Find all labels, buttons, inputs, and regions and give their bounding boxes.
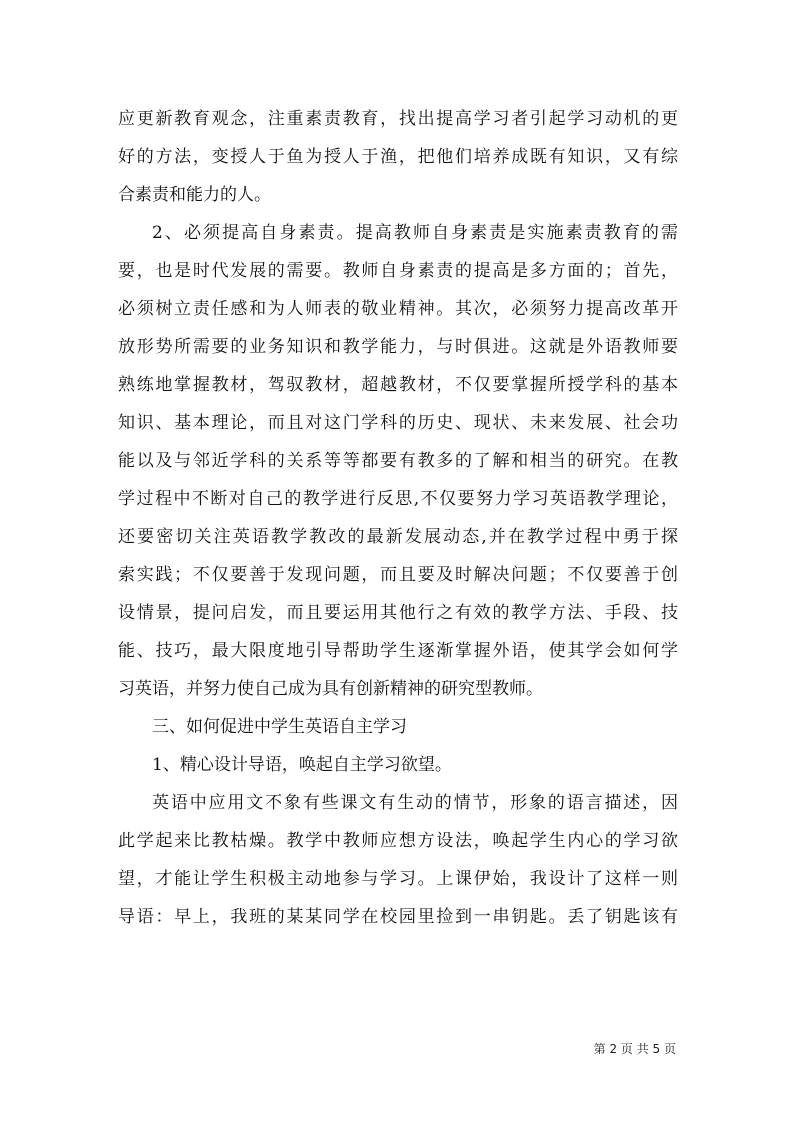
text-line: 能、技巧，最大限度地引导帮助学生逐渐掌握外语，使其学会如何学: [118, 641, 678, 661]
text-line: 合素责和能力的人。: [118, 185, 271, 205]
text-line: 导语：早上，我班的某某同学在校园里捡到一串钥匙。丢了钥匙该有: [118, 907, 678, 927]
text-line: 应更新教育观念，注重素责教育，找出提高学习者引起学习动机的更: [118, 109, 678, 129]
text-line: 要，也是时代发展的需要。教师自身素责的提高是多方面的；首先，: [118, 261, 678, 281]
text-line: 1、精心设计导语，唤起自主学习欲望。: [152, 755, 452, 775]
text-line: 学过程中不断对自己的教学进行反思,不仅要努力学习英语教学理论，: [118, 489, 678, 509]
text-line: 放形势所需要的业务知识和教学能力，与时俱进。这就是外语教师要: [118, 337, 678, 357]
text-line: 望，才能让学生积极主动地参与学习。上课伊始，我设计了这样一则: [118, 869, 678, 889]
text-line: 知识、基本理论，而且对这门学科的历史、现状、未来发展、社会功: [118, 413, 678, 433]
text-line: 索实践；不仅要善于发现问题，而且要及时解决问题；不仅要善于创: [118, 565, 678, 585]
text-line: 英语中应用文不象有些课文有生动的情节，形象的语言描述，因: [152, 793, 678, 813]
document-body: [118, 100, 678, 936]
text-line: 习英语，并努力使自己成为具有创新精神的研究型教师。: [118, 679, 543, 699]
page-number: 第 2 页 共 5 页: [593, 1042, 676, 1056]
text-line: 好的方法，变授人于鱼为授人于渔，把他们培养成既有知识，又有综: [118, 147, 678, 167]
text-line: 2、必须提高自身素责。提高教师自身素责是实施素责教育的需: [152, 223, 678, 243]
text-line: 必须树立责任感和为人师表的敬业精神。其次，必须努力提高改革开: [118, 299, 678, 319]
text-line: 此学起来比教枯燥。教学中教师应想方设法，唤起学生内心的学习欲: [118, 831, 678, 851]
text-line: 能以及与邻近学科的关系等等都要有教多的了解和相当的研究。在教: [118, 451, 678, 471]
text-line: 熟练地掌握教材，驾驭教材，超越教材，不仅要掌握所授学科的基本: [118, 375, 678, 395]
text-line: 三、如何促进中学生英语自主学习: [152, 717, 407, 737]
text-line: 还要密切关注英语教学教改的最新发展动态,并在教学过程中勇于探: [118, 527, 678, 547]
text-line: 设情景，提问启发，而且要运用其他行之有效的教学方法、手段、技: [118, 603, 678, 623]
